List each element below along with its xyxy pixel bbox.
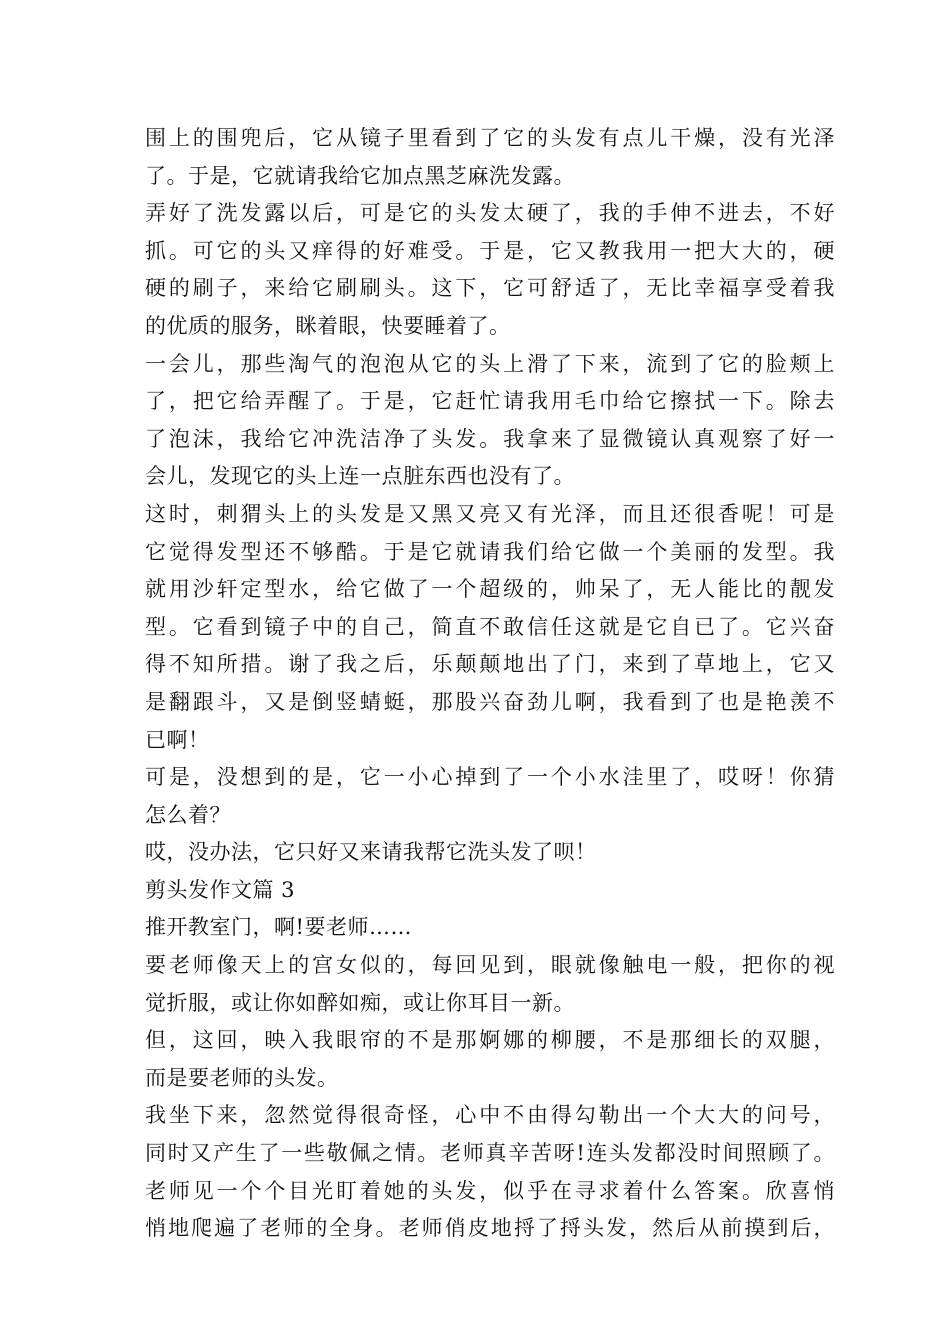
text-line: 硬的刷子，来给它刷刷头。这下，它可舒适了，无比幸福享受着我 <box>145 276 835 301</box>
text-line: 得不知所措。谢了我之后，乐颠颠地出了门，来到了草地上，它又 <box>145 652 835 677</box>
text-line: 一会儿，那些淘气的泡泡从它的头上滑了下来，流到了它的脸颊上 <box>145 351 835 376</box>
text-line: 推开教室门，啊!要老师…… <box>145 915 412 940</box>
text-line: 同时又产生了一些敬佩之情。老师真辛苦呀!连头发都没时间照顾了。 <box>145 1141 835 1166</box>
text-line: 会儿，发现它的头上连一点脏东西也没有了。 <box>145 464 575 489</box>
text-line: 可是，没想到的是，它一小心掉到了一个小水洼里了，哎呀！你猜 <box>145 765 835 790</box>
text-line: 而是要老师的头发。 <box>145 1065 339 1090</box>
text-line: 但，这回，映入我眼帘的不是那婀娜的柳腰，不是那细长的双腿， <box>145 1028 835 1053</box>
section-heading: 剪头发作文篇 3 <box>145 877 296 902</box>
text-line: 弄好了洗发露以后，可是它的头发太硬了，我的手伸不进去，不好 <box>145 201 835 226</box>
text-line: 老师见一个个目光盯着她的头发，似乎在寻求着什么答案。欣喜悄 <box>145 1178 835 1203</box>
text-line: 抓。可它的头又痒得的好难受。于是，它又教我用一把大大的，硬 <box>145 238 835 263</box>
text-line: 了。于是，它就请我给它加点黑芝麻洗发露。 <box>145 163 575 188</box>
text-line: 我坐下来，忽然觉得很奇怪，心中不由得勾勒出一个大大的问号， <box>145 1103 835 1128</box>
text-line: 要老师像天上的宫女似的，每回见到，眼就像触电一般，把你的视 <box>145 953 835 978</box>
text-line: 是翻跟斗，又是倒竖蜻蜓，那股兴奋劲儿啊，我看到了也是艳羡不 <box>145 689 835 714</box>
text-line: 的优质的服务，眯着眼，快要睡着了。 <box>145 313 511 338</box>
text-line: 型。它看到镜子中的自己，简直不敢信任这就是它自已了。它兴奋 <box>145 614 835 639</box>
text-line: 了，把它给弄醒了。于是，它赶忙请我用毛巾给它擦拭一下。除去 <box>145 389 835 414</box>
text-line: 哎，没办法，它只好又来请我帮它洗头发了呗！ <box>145 840 597 865</box>
text-line: 了泡沫，我给它冲洗洁净了头发。我拿来了显微镜认真观察了好一 <box>145 426 835 451</box>
text-line: 它觉得发型还不够酷。于是它就请我们给它做一个美丽的发型。我 <box>145 539 835 564</box>
text-line: 围上的围兜后，它从镜子里看到了它的头发有点儿干燥，没有光泽 <box>145 126 835 150</box>
text-line: 悄地爬遍了老师的全身。老师俏皮地捋了捋头发，然后从前摸到后， <box>145 1216 835 1241</box>
text-line: 就用沙轩定型水，给它做了一个超级的，帅呆了，无人能比的靓发 <box>145 577 835 602</box>
text-line: 觉折服，或让你如醉如痴，或让你耳目一新。 <box>145 990 575 1015</box>
document-body <box>145 120 835 1248</box>
text-line: 已啊！ <box>145 727 210 752</box>
text-line: 怎么着？ <box>145 802 231 827</box>
text-line: 这时，刺猬头上的头发是又黑又亮又有光泽，而且还很香呢！可是 <box>145 501 835 526</box>
